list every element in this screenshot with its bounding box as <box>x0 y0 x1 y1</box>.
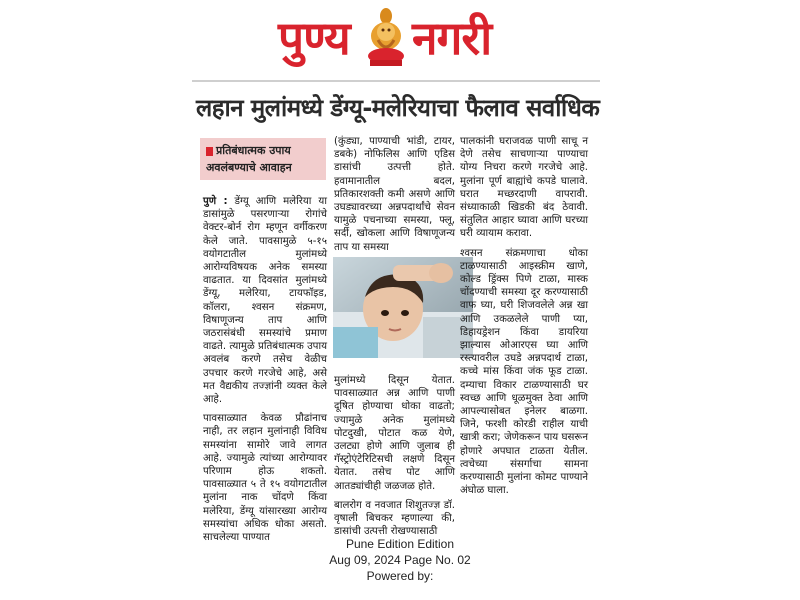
brand-name-right: नगरी <box>412 11 492 65</box>
paragraph: पावसाळ्यात केवळ प्रौढांनाच नाही, तर लहान मुलांनाही विविध समस्यांना सामोरे जावे लागत आहे. ज्यामुळे त्यांच्या आरोग्यावर परिणाम होऊ शकतो. पावसाळ्यात ५ ते १५ वयोगटातील मुलांना नाक चोंदणे किंवा मलेरिया, डेंग्यू यांसारख्या आरोग्य समस्यांचा अधिक धोका असतो. साचलेल्या पाण्यात <box>203 413 327 544</box>
article-column-2-bottom <box>334 374 455 544</box>
paragraph: मुलांमध्ये दिसून येतात. पावसाळ्यात अन्न आणि पाणी दूषित होण्याचा धोका वाढतो; ज्यामुळे अनेक मुलांमध्ये पोटदुखी, पोटात कळ येणे, उलट्या होणे आणि जुलाब ही गॅस्ट्रोएंटेरिटिसची लक्षणे दिसून येतात. तसेच पोट आणि आतड्यांचीही जळजळ होते. <box>334 375 455 492</box>
article-column-2-top <box>334 135 455 260</box>
date-page-label: Aug 09, 2024 Page No. 02 <box>329 553 471 567</box>
paragraph: बालरोग व नवजात शिशुतज्ज्ञ डॉ. वृषाली बिचकर म्हणाल्या की, डासांची उत्पत्ती रोखण्यासाठी <box>334 499 455 538</box>
bullet-square-icon <box>206 147 213 156</box>
article-photo <box>333 257 473 358</box>
paragraph: (कुंड्या, पाण्याची भांडी, टायर, डबके) नोफिलिस आणि एडिस डासांची उत्पत्ती होते. हवामानातील बदल, प्रतिकारशक्ती कमी असणे आणि उघड्यावरच्या अन्नपदार्थांचे सेवन यामुळे पचनाच्या समस्या, फ्लू, सर्दी, खोकला आणि विषाणूजन्य ताप या समस्या <box>334 136 455 253</box>
paragraph: श्वसन संक्रमणाचा धोका टाळण्यासाठी आइस्क्रीम खाणे, कोल्ड ड्रिंक्स पिणे टाळा, मास्क चोंदण्याची समस्या दूर करण्यासाठी वाफ घ्या, घरी शिजवलेले अन्न खा आणि उकळलेले पाणी प्या, डिहायड्रेशन किंवा डायरिया झाल्यास ओआरएस घ्या आणि रस्त्यावरील उघडे अन्नपदार्थ टाळा, कच्चे मांस किंवा जंक फूड टाळा. दम्याचा विकार टाळण्यासाठी घर स्वच्छ आणि धूळमुक्त ठेवा आणि आपल्यासोबत इनेलर बाळगा. जिने, फरशी कोरडी राहील याची खात्री करा; जेणेकरून पाय घसरून होणारे अपघात टाळता येतील. त्वचेच्या संसर्गाचा सामना करण्यासाठी मुलांना कोमट पाण्याने अंघोळ घाला. <box>460 247 588 497</box>
paragraph: पुणे : डेंग्यू आणि मलेरिया या डासांमुळे पसरणाऱ्या रोगांचे वेक्टर-बोर्न रोग म्हणून वर्गीकरण केले जाते. पावसामुळे ५-१५ वयोगटातील मुलांमध्ये आरोग्यविषयक अनेक समस्या वाढतात. या दिवसांत मुलांमध्ये डेंग्यू, मलेरिया, टायफॉइड, कॉलरा, श्वसन संक्रमण, विषाणूजन्य ताप आणि जठरासंबंधी समस्यांचे प्रमाण वाढते. त्यामुळे प्रतिबंधात्मक उपाय अवलंब करणे तसेच वेळीच उपचार करणे गरजेचे आहे, असे मत वैद्यकीय तज्ज्ञांनी व्यक्त केले आहे. <box>203 196 327 406</box>
edition-label: Pune Edition Edition <box>345 537 455 551</box>
paragraph: पालकांनी घराजवळ पाणी साचू न देणे तसेच साचणाऱ्या पाण्याचा योग्य निचरा करणे गरजेचे आहे. मुलांना पूर्ण बाह्यांचे कपडे घालावे. घरात मच्छरदाणी वापरावी. संध्याकाळी खिडकी बंद ठेवावी. संतुलित आहार घ्यावा आणि घरच्या घरी व्यायाम करावा. <box>460 136 588 240</box>
subhead-line-2: अवलंबण्याचे आवाहन <box>206 161 292 174</box>
subhead-box <box>200 138 326 180</box>
ganesha-emblem-icon <box>364 6 408 68</box>
article-headline: लहान मुलांमध्ये डेंग्यू-मलेरियाचा फैलाव सर्वाधिक <box>196 94 600 122</box>
article-column-1 <box>203 195 327 550</box>
dateline: पुणे : <box>203 196 228 207</box>
header-divider <box>192 80 600 82</box>
subhead-line-1: प्रतिबंधात्मक उपाय <box>206 142 320 159</box>
brand-name-left: पुण्य <box>278 11 350 65</box>
article-column-3 <box>460 135 588 503</box>
masthead <box>0 0 800 78</box>
page-footer <box>300 536 500 584</box>
powered-by-label: Powered by: <box>366 569 434 583</box>
